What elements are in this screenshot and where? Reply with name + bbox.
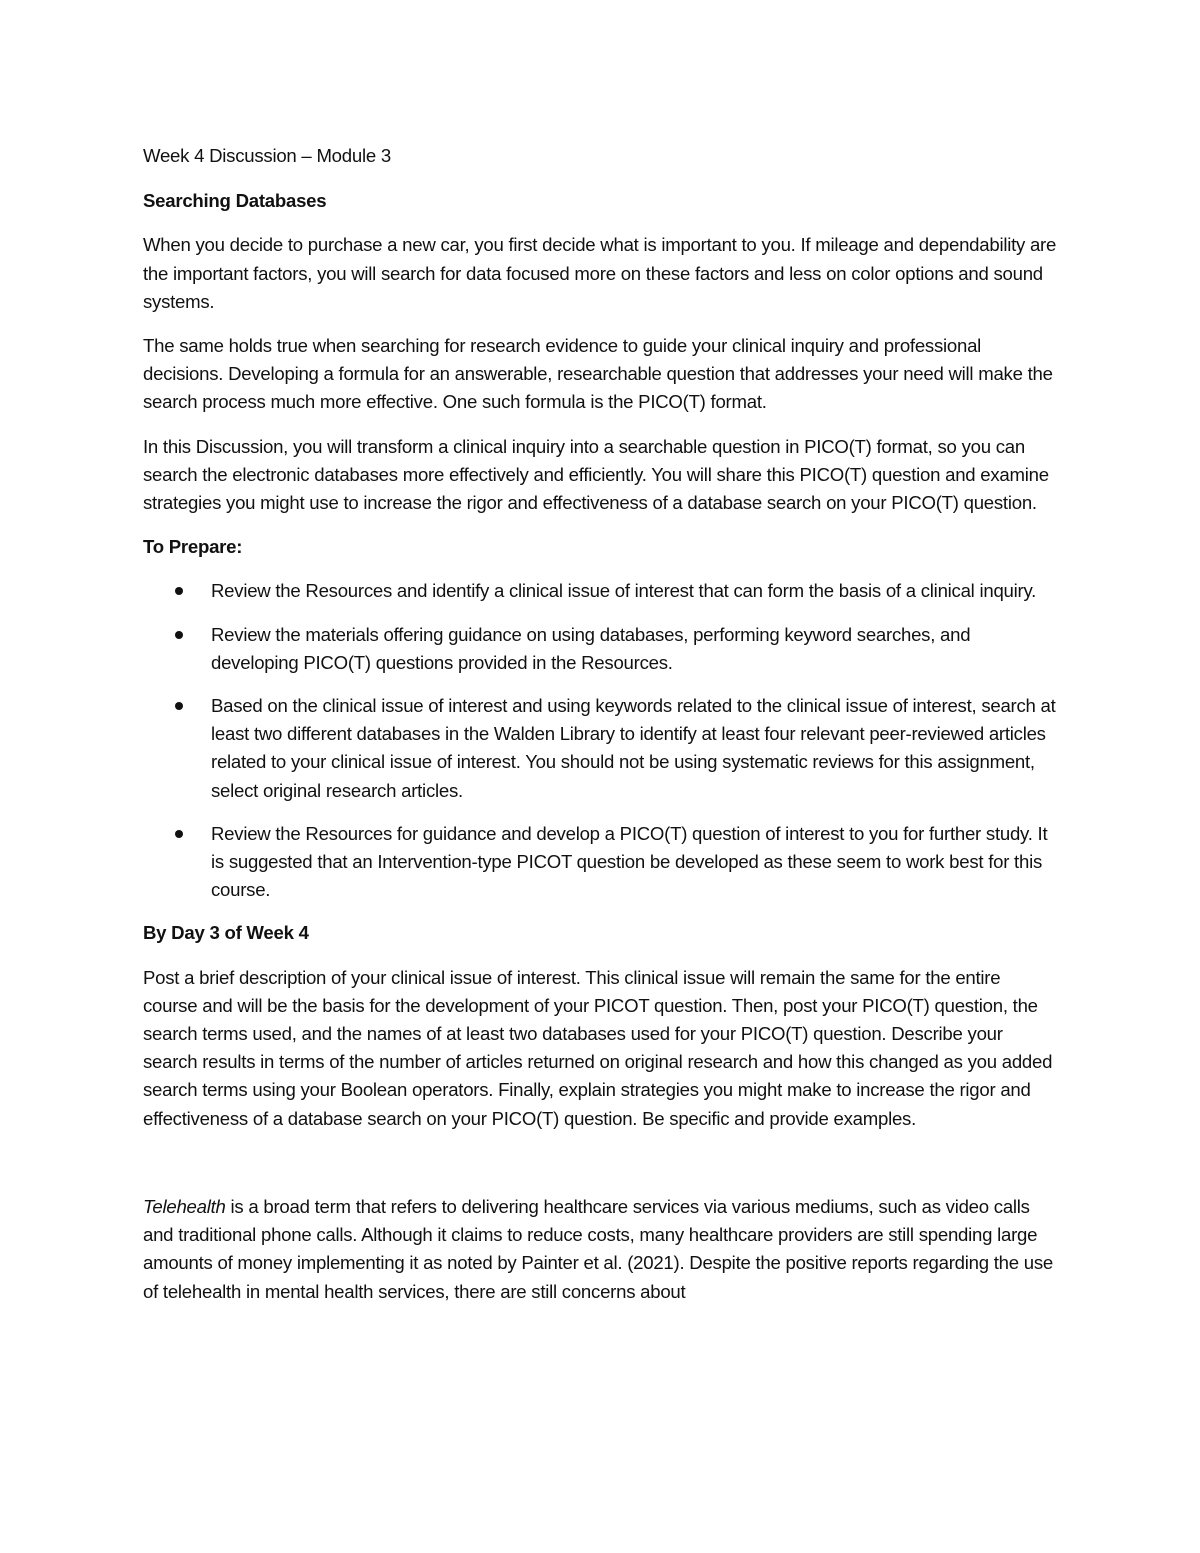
list-item — [143, 820, 1059, 905]
section-heading-searching-databases: Searching Databases — [143, 190, 327, 212]
section-heading-by-day-3: By Day 3 of Week 4 — [143, 922, 309, 944]
list-item-text: Review the materials offering guidance on using databases, performing keyword searches, and developing PICO(T) questions provided in the Resources. — [211, 623, 971, 673]
prepare-bullet-list — [143, 577, 1059, 904]
bullet-icon — [175, 702, 183, 710]
section-heading-to-prepare: To Prepare: — [143, 536, 243, 558]
paragraph-spacer — [143, 1149, 1059, 1193]
intro-paragraph-2: The same holds true when searching for research evidence to guide your clinical inquiry and professional decisions. Developing a formula for an answerable, researchable question that addresses your need will make the search process much more effective. One such formula is the PICO(T) format. — [143, 335, 1053, 413]
day3-paragraph: Post a brief description of your clinical issue of interest. This clinical issue will remain the same for the entire course and will be the basis for the development of your PICOT question. Then, post your PICO(T) question, the search terms used, and the names of at least two databases used for your PICO(T) question. Describe your search results in terms of the number of articles returned on original research and how this changed as you added search terms using your Boolean operators. Finally, explain strategies you might make to increase the rigor and effectiveness of a database search on your PICO(T) question. Be specific and provide examples. — [143, 966, 1053, 1129]
bullet-icon — [175, 631, 183, 639]
list-item — [143, 577, 1059, 605]
bullet-icon — [175, 587, 183, 595]
list-item-text: Based on the clinical issue of interest and using keywords related to the clinical issue of interest, search at least two different databases in the Walden Library to identify at least four relevant peer-reviewed articles related to your clinical issue of interest. You should not be using systematic reviews for this assignment, select original research articles. — [211, 695, 1056, 801]
response-text: is a broad term that refers to delivering healthcare services via various mediums, such as video calls and traditional phone calls. Although it claims to reduce costs, many healthcare providers are still spending large amounts of money implementing it as noted by Painter et al. (2021). Despite the positive reports regarding the use of telehealth in mental health services, there are still concerns about — [143, 1195, 1053, 1302]
list-item — [143, 621, 1059, 677]
response-paragraph — [143, 1193, 1059, 1306]
document-title: Week 4 Discussion – Module 3 — [143, 145, 391, 166]
list-item — [143, 692, 1059, 805]
intro-paragraph-1: When you decide to purchase a new car, you first decide what is important to you. If mileage and dependability are the important factors, you will search for data focused more on these factors and less on color options and sound systems. — [143, 234, 1057, 312]
response-italic-term: Telehealth — [143, 1195, 226, 1217]
intro-paragraph-3: In this Discussion, you will transform a clinical inquiry into a searchable question in PICO(T) format, so you can search the electronic databases more effectively and efficiently. You will share this PICO(T) question and examine strategies you might use to increase the rigor and effectiveness of a database search on your PICO(T) question. — [143, 435, 1049, 514]
list-item-text: Review the Resources for guidance and develop a PICO(T) question of interest to you for further study. It is suggested that an Intervention-type PICOT question be developed as these seem to work best for this course. — [211, 822, 1048, 901]
bullet-icon — [175, 830, 183, 838]
document-body — [143, 142, 1059, 1322]
list-item-text: Review the Resources and identify a clinical issue of interest that can form the basis of a clinical inquiry. — [211, 580, 1037, 602]
